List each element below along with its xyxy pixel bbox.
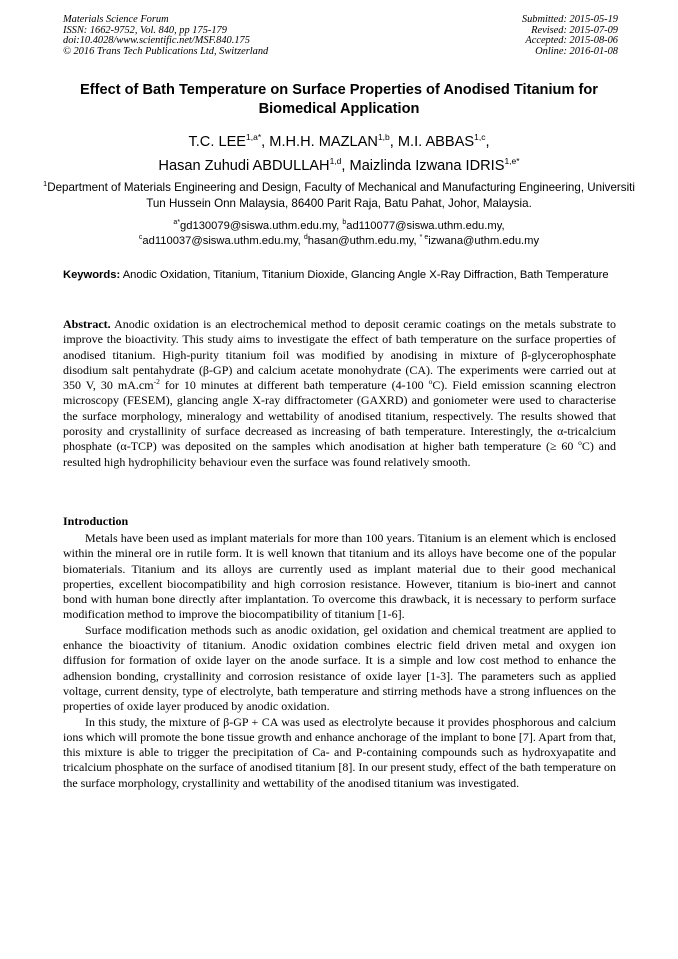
abstract-superscript: o xyxy=(428,377,433,387)
email-address[interactable]: izwana@uthm.edu.my xyxy=(428,235,540,247)
author-name: M.I. ABBAS xyxy=(397,134,475,150)
journal-issn: ISSN: 1662-9752, Vol. 840, pp 175-179 xyxy=(63,24,227,36)
email-line-2 xyxy=(40,234,638,249)
author-superscript: 1,c xyxy=(474,132,486,142)
affiliation xyxy=(40,180,638,212)
keywords-text: Anodic Oxidation, Titanium, Titanium Dioxide, Glancing Angle X-Ray Diffraction, Bath Temperature xyxy=(120,269,609,281)
author-name: M.H.H. MAZLAN xyxy=(269,134,378,150)
paper-title: Effect of Bath Temperature on Surface Properties of Anodised Titanium for Biomedical Application xyxy=(80,82,598,117)
keywords-label: Keywords: xyxy=(63,269,121,281)
journal-doi[interactable]: doi:10.4028/www.scientific.net/MSF.840.175 xyxy=(63,35,250,47)
date-online: Online: 2016-01-08 xyxy=(535,45,618,57)
abstract xyxy=(63,317,616,470)
section-heading-introduction: Introduction xyxy=(63,514,129,528)
abstract-label: Abstract. xyxy=(63,317,111,331)
affiliation-superscript: 1 xyxy=(43,179,48,188)
email-address[interactable]: gd130079@siswa.uthm.edu.my, xyxy=(180,220,343,232)
journal-name: Materials Science Forum xyxy=(63,14,169,25)
paragraph: Metals have been used as implant materials for more than 100 years. Titanium is an element which is enclosed within the mineral ore in rutile form. It is well known that titanium and its alloys have become one of the popular biomaterials. Titanium and its alloys are currently used as implant material due to their good mechanical properties, excellent biocompatibility and high corrosion resistance. However, titanium is bio-inert and cannot bond with human bone directly after implantation. To overcome this drawback, it is necessary to perform surface modification method to improve the biocompatibility of titanium [1-6]. xyxy=(63,531,616,622)
author-line-1: T.C. $LEE^{1,a*}$, M.H.H. MAZLAN$^{1,b}$, M.I. ABBAS$^{1,c}$, xyxy=(188,132,490,150)
paragraph: In this study, the mixture of β-GP + CA was used as electrolyte because it provides phosphorous and calcium ions which will promote the bone tissue growth and enhance anchorage of the implant to bone [7]. Apart from that, this mixture is able to trigger the precipitation of Ca- and P-containing compounds such as hydroxyapatite and tricalcium phosphate on the surface of anodised titanium [8]. In our present study, effect of the bath temperature on the surface morphology, crystallinity and wettability of the anodised titanium was investigated. xyxy=(63,714,616,790)
date-submitted: Submitted: 2015-05-19 xyxy=(521,14,618,25)
email-address[interactable]: hasan@uthm.edu.my, xyxy=(307,235,420,247)
abstract-text: for 10 minutes at different bath temperature (4-100 xyxy=(159,378,429,393)
affiliation-text: Department of Materials Engineering and Design, Faculty of Mechanical and Manufacturing Engineering, Universiti Tun Hussein Onn Malaysia, 86400 Parit Raja, Batu Pahat, Johor, Malaysia. xyxy=(47,181,635,210)
email-superscript: d xyxy=(303,234,308,241)
abstract-superscript: o xyxy=(578,438,582,448)
author-superscript: 1,a* xyxy=(246,132,262,142)
abstract-text: C) and resulted high hydrophilicity behaviour even the surface was found relatively smooth. xyxy=(63,439,616,469)
email-address[interactable]: ad110077@siswa.uthm.edu.my, xyxy=(346,220,505,232)
email-address[interactable]: ad110037@siswa.uthm.edu.my, xyxy=(142,235,304,247)
journal-header-right xyxy=(522,15,618,57)
email-superscript: b xyxy=(342,219,347,226)
introduction-body xyxy=(63,531,616,791)
date-revised: Revised: 2015-07-09 xyxy=(531,24,618,36)
email-superscript: * e xyxy=(419,234,429,241)
journal-header-left xyxy=(63,15,268,57)
email-line-1 xyxy=(40,219,638,234)
keywords xyxy=(63,268,616,283)
abstract-text: Anodic oxidation is an electrochemical method to deposit ceramic coatings on the metals substrate to improve the bioactivity. This study aims to investigate the effect of bath temperature on the surface properties of anodised titanium. High-purity titanium foil was modified by anodising in mixture of β-glycerophosphate disodium salt pentahydrate (β-GP) and calcium acetate monohydrate (CA). The experiments were carried out at 350 V, 30 mA.cm xyxy=(63,317,616,393)
abstract-text: C). Field emission scanning electron microscopy (FESEM), glancing angle X-ray diffractometer (GAXRD) and goniometer were used to characterise the surface morphology, mineralogy and wettability of anodised titanium, respectively. The results showed that porosity and crystallinity of surface decreased as increasing of bath temperature. Interestingly, the α-tricalcium phosphate (α-TCP) was deposited on the samples which anodisation at higher bath temperature (≥ 60 xyxy=(63,378,617,454)
abstract-superscript: -2 xyxy=(153,377,160,387)
author-line-2: Hasan Zuhudi ABDULLAH$^{1,d}$, Maizlinda Izwana $IDRIS^{1,e*}$ xyxy=(158,156,520,174)
author-superscript: 1,d xyxy=(329,156,342,166)
author-superscript: 1,b xyxy=(377,132,390,142)
author-superscript: 1,e* xyxy=(504,156,520,166)
author-name: T.C. LEE xyxy=(188,134,247,150)
author-name: Maizlinda Izwana IDRIS xyxy=(349,158,505,174)
paragraph: Surface modification methods such as anodic oxidation, gel oxidation and chemical treatment are applied to enhance the bioactivity of titanium. Anodic oxidation combines electric field driven metal and oxygen ion diffusion for formation of oxide layer on the anode surface. It is a simple and low cost method to enhance the adhension bonding, crystallinity and corrosion resistance of oxide layer [1-3]. The parameters such as applied voltage, current density, type of electrolyte, bath temperature and stirring methods have a strong influences on the properties of oxide layer produced by anodic oxidation. xyxy=(63,622,616,714)
author-name: Hasan Zuhudi ABDULLAH xyxy=(158,158,330,174)
email-superscript: c xyxy=(138,234,143,241)
email-superscript: a* xyxy=(173,219,181,226)
date-accepted: Accepted: 2015-08-06 xyxy=(525,35,618,47)
journal-copyright: © 2016 Trans Tech Publications Ltd, Switzerland xyxy=(63,45,269,57)
